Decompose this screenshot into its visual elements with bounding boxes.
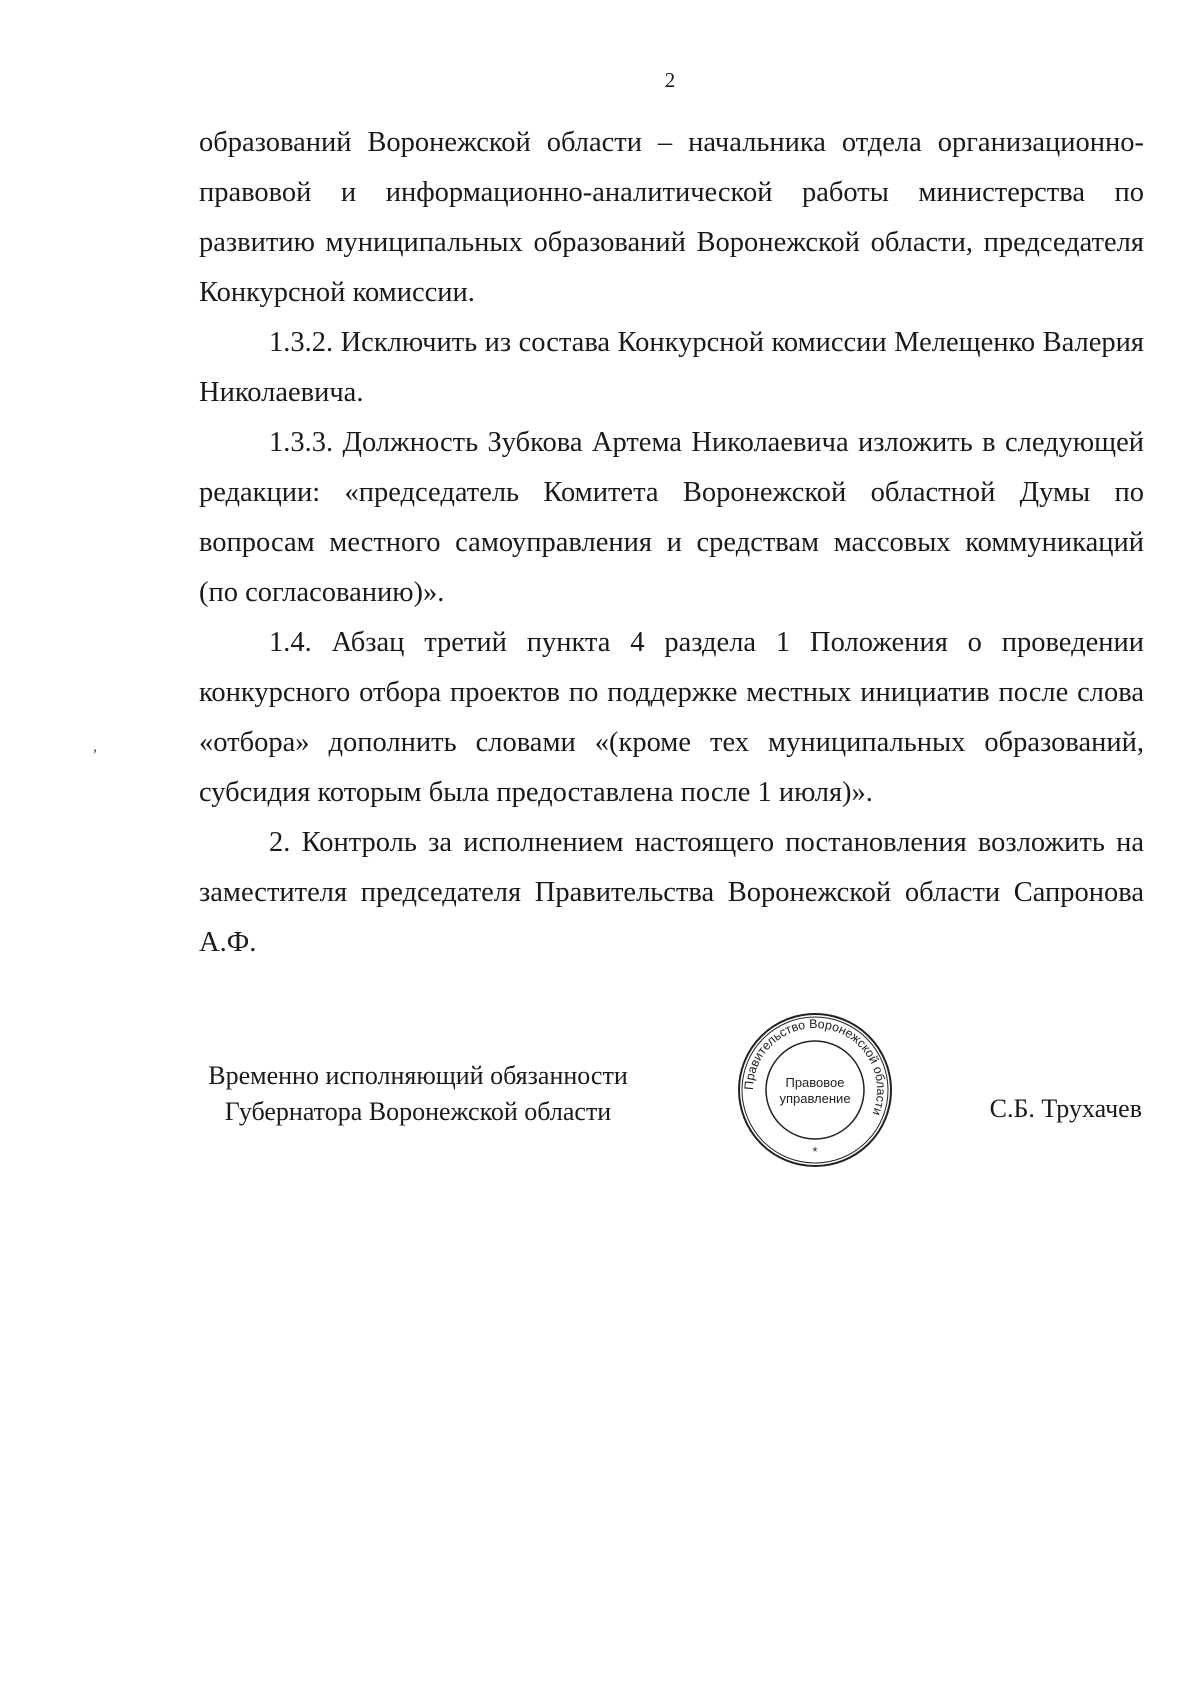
document-body <box>199 118 1144 968</box>
signature-title-line2: Губернатора Воронежской области <box>224 1097 612 1126</box>
stamp-inner-ring <box>766 1041 864 1139</box>
stamp-ring-text: Правительство Воронежской области <box>741 1016 889 1118</box>
paragraph-continuation: образований Воронежской области – начальника отдела организационно-правовой и информационно-аналитической работы министерства по развитию муниципальных образований Воронежской области, председателя Конкурсной комиссии. <box>199 127 1144 308</box>
stray-mark: , <box>93 738 97 755</box>
signature-title-line1: Временно исполняющий обязанности <box>208 1061 628 1090</box>
signatory-name: С.Б. Трухачев <box>989 1094 1142 1123</box>
signature-title <box>168 1058 668 1130</box>
stamp-seal <box>735 1010 895 1170</box>
paragraph-1-3-3: 1.3.3. Должность Зубкова Артема Николаевича изложить в следующей редакции: «председатель Комитета Воронежской областной Думы по вопросам местного самоуправления и средствам массовых коммуникаций (по согласованию)». <box>199 427 1144 608</box>
stamp-star: * <box>812 1144 818 1159</box>
paragraph-2: 2. Контроль за исполнением настоящего постановления возложить на заместителя председателя Правительства Воронежской области Сапронова А.Ф. <box>199 827 1144 958</box>
stamp-center-line2: управление <box>779 1091 851 1106</box>
paragraph-1-4: 1.4. Абзац третий пункта 4 раздела 1 Положения о проведении конкурсного отбора проектов по поддержке местных инициатив после слова «отбора» дополнить словами «(кроме тех муниципальных образований, субсидия которым была предоставлена после 1 июля)». <box>199 627 1144 808</box>
paragraph-1-3-2: 1.3.2. Исключить из состава Конкурсной комиссии Мелещенко Валерия Николаевича. <box>199 327 1144 408</box>
page-number: 2 <box>664 68 676 92</box>
stamp-center-line1: Правовое <box>785 1075 845 1090</box>
